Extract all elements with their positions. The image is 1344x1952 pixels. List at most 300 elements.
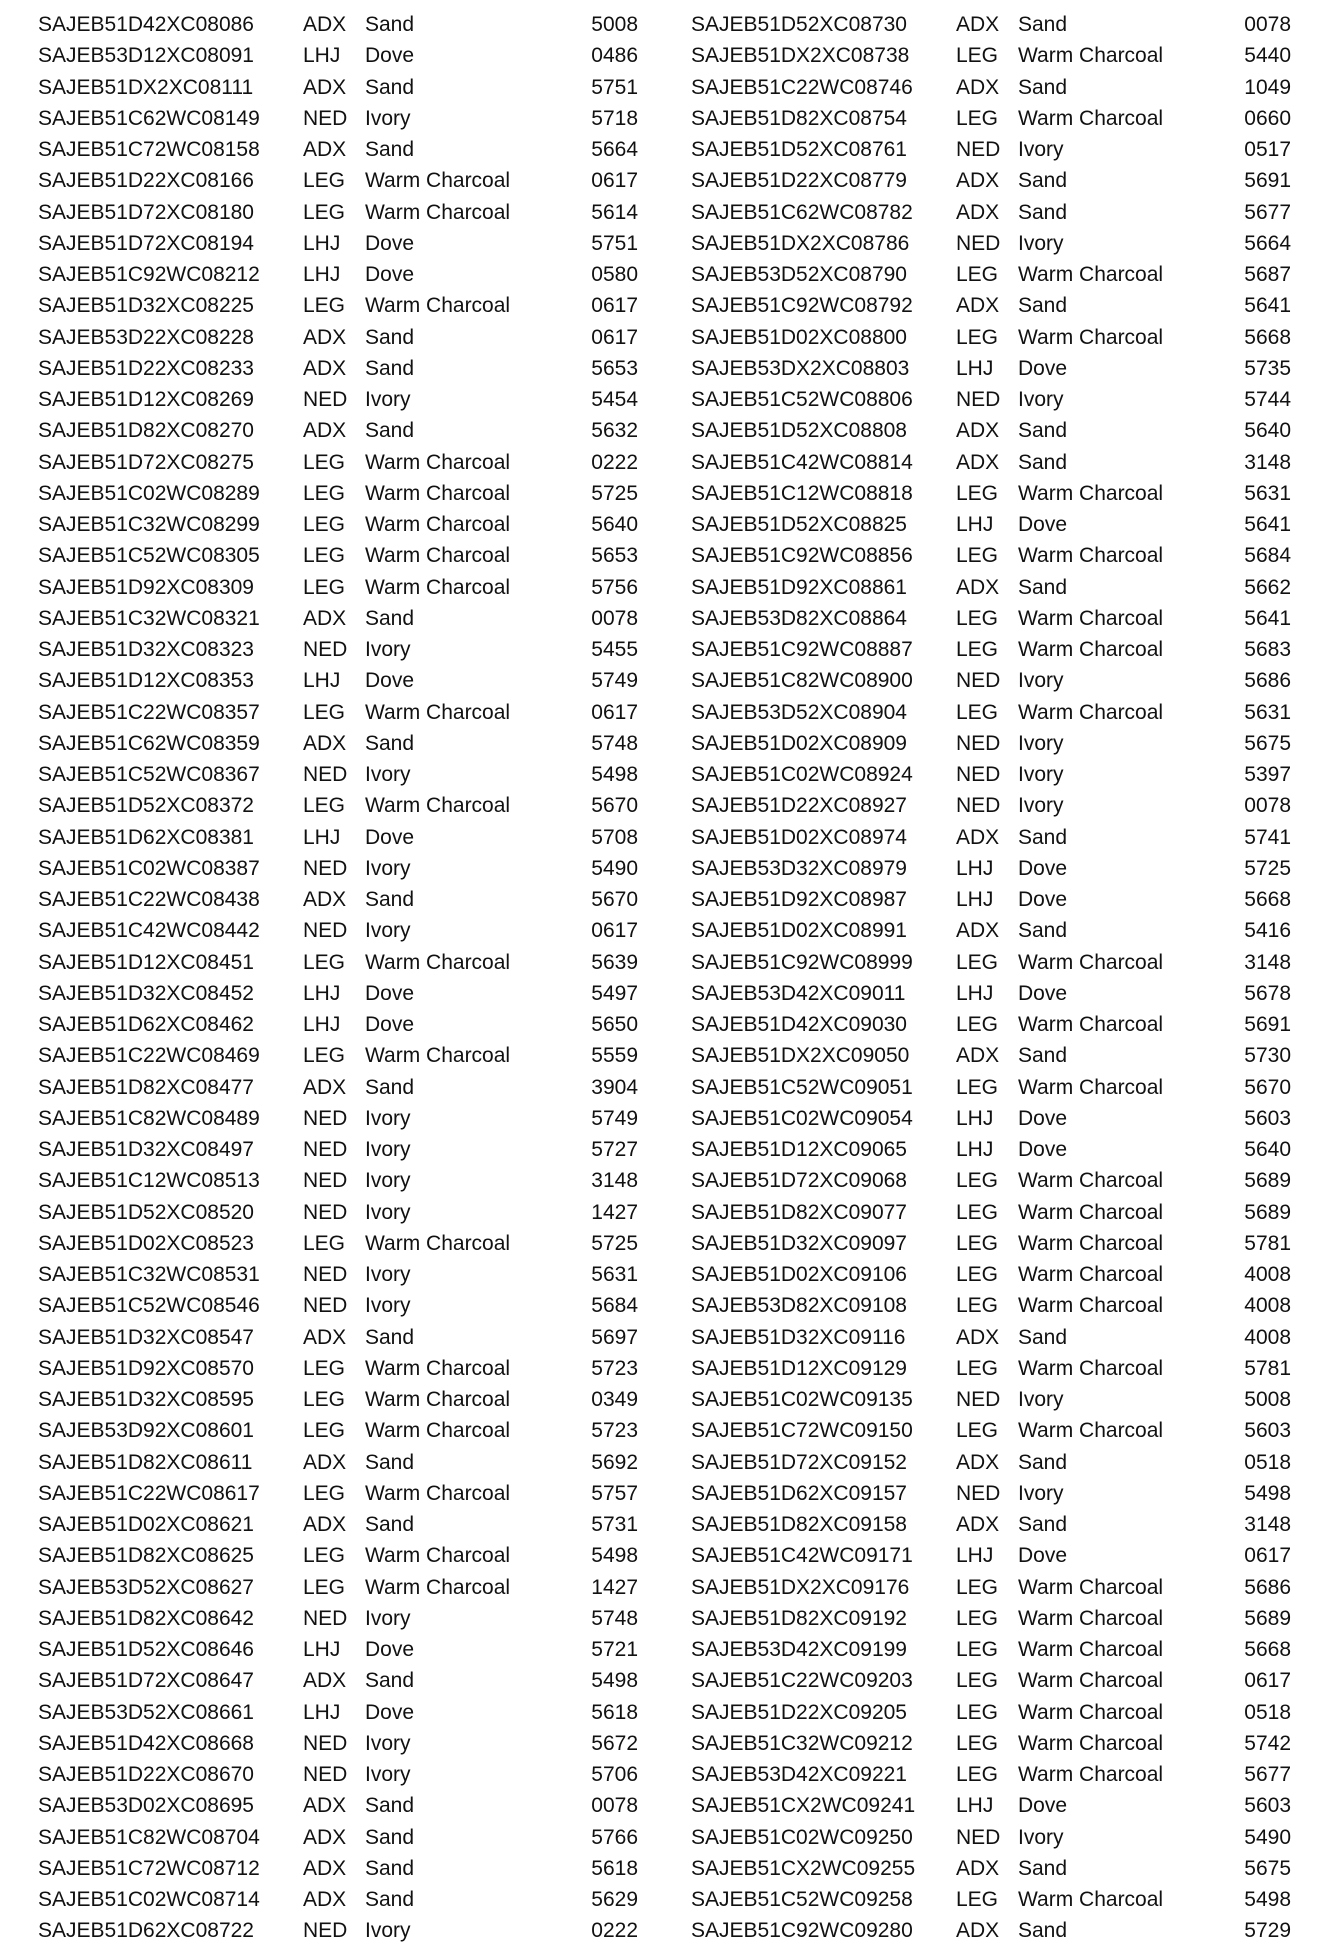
vin-cell: SAJEB51C62WC08782 <box>691 200 913 224</box>
number-cell: 5632 <box>591 419 638 443</box>
vin-cell: SAJEB51D72XC08275 <box>38 450 254 474</box>
table-row <box>691 822 1344 853</box>
number-cell: 5653 <box>591 356 638 380</box>
color-cell: Ivory <box>365 1169 411 1193</box>
vin-cell: SAJEB51D42XC08086 <box>38 13 254 36</box>
number-cell: 0222 <box>591 450 638 474</box>
number-cell: 5684 <box>591 1294 638 1318</box>
table-row <box>691 1665 1344 1696</box>
color-cell: Dove <box>365 981 415 1005</box>
color-cell: Sand <box>365 75 415 99</box>
vin-cell: SAJEB51D82XC09077 <box>691 1200 907 1224</box>
number-cell: 5675 <box>1244 731 1291 755</box>
color-cell: Dove <box>1018 1138 1068 1161</box>
vin-cell: SAJEB51C52WC08546 <box>38 1294 260 1318</box>
code-cell: ADX <box>303 1325 347 1349</box>
number-cell: 5725 <box>591 481 638 505</box>
vin-cell: SAJEB51C02WC08289 <box>38 481 260 505</box>
vin-cell: SAJEB51D62XC08381 <box>38 825 254 849</box>
vin-cell: SAJEB51C52WC08806 <box>691 388 913 411</box>
color-cell: Sand <box>365 1825 415 1849</box>
table-row <box>38 915 698 946</box>
vin-cell: SAJEB53D52XC08790 <box>691 263 907 286</box>
number-cell: 5721 <box>591 1638 638 1661</box>
code-cell: LEG <box>956 1169 999 1193</box>
vin-cell: SAJEB51D82XC08754 <box>691 106 907 130</box>
code-cell: LHJ <box>303 981 341 1005</box>
table-row <box>38 1915 698 1946</box>
number-cell: 5454 <box>591 388 638 411</box>
code-cell: ADX <box>303 1888 347 1911</box>
vin-cell: SAJEB51D72XC08180 <box>38 200 254 224</box>
vin-cell: SAJEB51D92XC08570 <box>38 1356 254 1380</box>
vin-cell: SAJEB51C32WC09212 <box>691 1731 913 1755</box>
code-cell: ADX <box>956 169 1000 193</box>
code-cell: LHJ <box>303 669 341 693</box>
table-row <box>38 1728 698 1759</box>
number-cell: 5631 <box>1244 700 1291 724</box>
number-cell: 5618 <box>591 1856 638 1880</box>
code-cell: LEG <box>303 544 346 568</box>
vin-cell: SAJEB51C22WC08469 <box>38 1044 260 1068</box>
vin-cell: SAJEB51D12XC09065 <box>691 1138 907 1161</box>
color-cell: Dove <box>365 263 415 286</box>
code-cell: LHJ <box>303 231 341 255</box>
color-cell: Sand <box>365 13 415 36</box>
vin-cell: SAJEB51D42XC09030 <box>691 1013 907 1036</box>
table-row <box>691 72 1344 103</box>
code-cell: NED <box>303 1106 348 1130</box>
vin-cell: SAJEB51D62XC09157 <box>691 1481 907 1505</box>
number-cell: 5603 <box>1244 1106 1291 1130</box>
table-row <box>691 1415 1344 1446</box>
table-row <box>38 1197 698 1228</box>
number-cell: 0580 <box>591 263 638 286</box>
vin-cell: SAJEB53D22XC08228 <box>38 325 254 349</box>
number-cell: 0518 <box>1244 1700 1291 1724</box>
code-cell: LHJ <box>956 356 994 380</box>
code-cell: NED <box>303 106 348 130</box>
vin-cell: SAJEB51D12XC09129 <box>691 1356 907 1380</box>
number-cell: 5603 <box>1244 1794 1291 1818</box>
code-cell: LEG <box>956 1231 999 1255</box>
color-cell: Sand <box>365 138 415 161</box>
number-cell: 3148 <box>591 1169 638 1193</box>
vin-cell: SAJEB51CX2WC09255 <box>691 1856 916 1880</box>
table-row <box>691 759 1344 790</box>
table-row <box>691 1103 1344 1134</box>
number-cell: 5618 <box>591 1700 638 1724</box>
number-cell: 5670 <box>591 794 638 818</box>
color-cell: Ivory <box>1018 1481 1064 1505</box>
vin-cell: SAJEB51C72WC08158 <box>38 138 260 161</box>
vin-cell: SAJEB51C82WC08704 <box>38 1825 260 1849</box>
code-cell: LEG <box>956 606 999 630</box>
table-row <box>691 322 1344 353</box>
table-row <box>691 1165 1344 1196</box>
code-cell: LEG <box>303 1356 346 1380</box>
table-row <box>38 884 698 915</box>
color-cell: Warm Charcoal <box>1018 950 1164 974</box>
table-row <box>691 947 1344 978</box>
vin-cell: SAJEB53D32XC08979 <box>691 856 907 880</box>
color-cell: Warm Charcoal <box>1018 1575 1164 1599</box>
vin-cell: SAJEB51C52WC09258 <box>691 1888 913 1911</box>
code-cell: LHJ <box>303 1013 341 1036</box>
vin-cell: SAJEB51D62XC08462 <box>38 1013 254 1036</box>
color-cell: Warm Charcoal <box>365 700 511 724</box>
color-cell: Ivory <box>1018 669 1064 693</box>
table-row <box>38 728 698 759</box>
vin-cell: SAJEB53D92XC08601 <box>38 1419 254 1443</box>
color-cell: Ivory <box>365 919 411 943</box>
vin-cell: SAJEB51C92WC09280 <box>691 1919 913 1943</box>
table-row <box>38 322 698 353</box>
vin-cell: SAJEB51D22XC08670 <box>38 1763 254 1786</box>
number-cell: 3904 <box>591 1075 638 1099</box>
color-cell: Warm Charcoal <box>365 1388 511 1411</box>
number-cell: 5631 <box>1244 481 1291 505</box>
number-cell: 5559 <box>591 1044 638 1068</box>
color-cell: Warm Charcoal <box>1018 638 1164 661</box>
number-cell: 5729 <box>1244 1919 1291 1943</box>
code-cell: ADX <box>956 1856 1000 1880</box>
code-cell: LEG <box>956 1606 999 1630</box>
table-row <box>691 134 1344 165</box>
number-cell: 5692 <box>591 1450 638 1474</box>
vin-cell: SAJEB51D72XC09152 <box>691 1450 907 1474</box>
code-cell: NED <box>303 1138 348 1161</box>
code-cell: LHJ <box>303 1638 341 1661</box>
color-cell: Warm Charcoal <box>1018 481 1164 505</box>
color-cell: Warm Charcoal <box>365 1044 511 1068</box>
color-cell: Warm Charcoal <box>1018 1419 1164 1443</box>
number-cell: 5742 <box>1244 1731 1291 1755</box>
vin-cell: SAJEB51C02WC08714 <box>38 1888 260 1911</box>
code-cell: LHJ <box>303 825 341 849</box>
number-cell: 5751 <box>591 231 638 255</box>
number-cell: 0617 <box>1244 1544 1291 1568</box>
code-cell: LEG <box>303 513 346 536</box>
color-cell: Dove <box>365 231 415 255</box>
number-cell: 5730 <box>1244 1044 1291 1068</box>
table-row <box>38 665 698 696</box>
number-cell: 5641 <box>1244 513 1291 536</box>
color-cell: Dove <box>1018 1794 1068 1818</box>
number-cell: 5706 <box>591 1763 638 1786</box>
vin-cell: SAJEB51D52XC08825 <box>691 513 907 536</box>
color-cell: Warm Charcoal <box>1018 106 1164 130</box>
code-cell: NED <box>303 638 348 661</box>
code-cell: LEG <box>303 1231 346 1255</box>
color-cell: Ivory <box>365 1731 411 1755</box>
table-row <box>691 1884 1344 1915</box>
color-cell: Sand <box>1018 1513 1068 1536</box>
code-cell: NED <box>303 1294 348 1318</box>
number-cell: 5008 <box>591 13 638 36</box>
vin-cell: SAJEB51C12WC08513 <box>38 1169 260 1193</box>
table-row <box>691 259 1344 290</box>
color-cell: Sand <box>365 1856 415 1880</box>
number-cell: 0518 <box>1244 1450 1291 1474</box>
number-cell: 5497 <box>591 981 638 1005</box>
color-cell: Ivory <box>1018 1388 1064 1411</box>
color-cell: Warm Charcoal <box>1018 1638 1164 1661</box>
code-cell: LEG <box>956 544 999 568</box>
code-cell: NED <box>956 138 1001 161</box>
table-row <box>38 603 698 634</box>
number-cell: 5498 <box>1244 1481 1291 1505</box>
number-cell: 5397 <box>1244 763 1291 786</box>
vin-cell: SAJEB51D52XC08520 <box>38 1200 254 1224</box>
vin-cell: SAJEB51D92XC08861 <box>691 575 907 599</box>
code-cell: ADX <box>956 200 1000 224</box>
vin-cell: SAJEB51D22XC08166 <box>38 169 254 193</box>
vin-cell: SAJEB51D32XC08225 <box>38 294 254 318</box>
code-cell: ADX <box>303 1856 347 1880</box>
table-row <box>691 1353 1344 1384</box>
number-cell: 3148 <box>1244 450 1291 474</box>
color-cell: Warm Charcoal <box>1018 1669 1164 1693</box>
code-cell: ADX <box>303 606 347 630</box>
code-cell: ADX <box>303 1513 347 1536</box>
vin-cell: SAJEB51C52WC09051 <box>691 1075 913 1099</box>
table-row <box>691 1134 1344 1165</box>
vin-cell: SAJEB51DX2XC08786 <box>691 231 910 255</box>
code-cell: LHJ <box>956 981 994 1005</box>
table-row <box>38 9 698 40</box>
color-cell: Sand <box>365 1325 415 1349</box>
table-row <box>38 1759 698 1790</box>
number-cell: 5686 <box>1244 1575 1291 1599</box>
table-row <box>691 290 1344 321</box>
table-row <box>691 540 1344 571</box>
number-cell: 0617 <box>591 169 638 193</box>
number-cell: 5629 <box>591 1888 638 1911</box>
table-row <box>38 1040 698 1071</box>
vin-cell: SAJEB51C02WC09054 <box>691 1106 913 1130</box>
table-row <box>691 1759 1344 1790</box>
code-cell: NED <box>956 731 1001 755</box>
code-cell: LEG <box>956 44 999 68</box>
table-row <box>691 103 1344 134</box>
color-cell: Sand <box>1018 200 1068 224</box>
number-cell: 5498 <box>591 1669 638 1693</box>
color-cell: Dove <box>1018 1106 1068 1130</box>
color-cell: Warm Charcoal <box>1018 700 1164 724</box>
code-cell: LEG <box>303 200 346 224</box>
vin-cell: SAJEB51C92WC08887 <box>691 638 913 661</box>
color-cell: Sand <box>365 1450 415 1474</box>
table-row <box>691 1072 1344 1103</box>
table-row <box>691 1915 1344 1946</box>
vin-cell: SAJEB51D82XC08642 <box>38 1606 254 1630</box>
code-cell: ADX <box>956 75 1000 99</box>
code-cell: ADX <box>956 1325 1000 1349</box>
code-cell: LHJ <box>956 513 994 536</box>
code-cell: LEG <box>956 1700 999 1724</box>
table-row <box>38 978 698 1009</box>
code-cell: LEG <box>303 450 346 474</box>
vin-cell: SAJEB51D42XC08668 <box>38 1731 254 1755</box>
code-cell: ADX <box>303 1825 347 1849</box>
table-row <box>38 1259 698 1290</box>
code-cell: LEG <box>956 1763 999 1786</box>
code-cell: NED <box>956 794 1001 818</box>
table-row <box>38 478 698 509</box>
left-column <box>38 9 698 1947</box>
code-cell: LEG <box>303 169 346 193</box>
number-cell: 0078 <box>591 606 638 630</box>
vin-cell: SAJEB51D12XC08451 <box>38 950 254 974</box>
color-cell: Sand <box>1018 419 1068 443</box>
color-cell: Warm Charcoal <box>1018 44 1164 68</box>
vin-cell: SAJEB51C42WC08442 <box>38 919 260 943</box>
color-cell: Ivory <box>1018 731 1064 755</box>
number-cell: 5781 <box>1244 1231 1291 1255</box>
vin-cell: SAJEB51DX2XC08738 <box>691 44 910 68</box>
number-cell: 5490 <box>1244 1825 1291 1849</box>
color-cell: Dove <box>1018 356 1068 380</box>
table-row <box>38 1165 698 1196</box>
table-row <box>38 1103 698 1134</box>
vin-cell: SAJEB51C12WC08818 <box>691 481 913 505</box>
table-row <box>691 509 1344 540</box>
color-cell: Warm Charcoal <box>1018 1294 1164 1318</box>
vin-cell: SAJEB51C02WC09250 <box>691 1825 913 1849</box>
color-cell: Dove <box>365 1013 415 1036</box>
number-cell: 5614 <box>591 200 638 224</box>
number-cell: 5670 <box>1244 1075 1291 1099</box>
vin-cell: SAJEB51D82XC09192 <box>691 1606 907 1630</box>
number-cell: 5766 <box>591 1825 638 1849</box>
vin-cell: SAJEB53D82XC09108 <box>691 1294 907 1318</box>
color-cell: Warm Charcoal <box>1018 1731 1164 1755</box>
table-row <box>691 1228 1344 1259</box>
code-cell: ADX <box>303 75 347 99</box>
vin-cell: SAJEB51D52XC08808 <box>691 419 907 443</box>
number-cell: 5008 <box>1244 1388 1291 1411</box>
code-cell: LEG <box>956 1294 999 1318</box>
table-row <box>38 1540 698 1571</box>
code-cell: NED <box>303 1263 348 1286</box>
color-cell: Warm Charcoal <box>365 544 511 568</box>
table-row <box>38 103 698 134</box>
color-cell: Dove <box>1018 513 1068 536</box>
number-cell: 0486 <box>591 44 638 68</box>
color-cell: Warm Charcoal <box>365 950 511 974</box>
number-cell: 5677 <box>1244 200 1291 224</box>
number-cell: 5672 <box>591 1731 638 1755</box>
vin-cell: SAJEB53DX2XC08803 <box>691 356 910 380</box>
code-cell: LEG <box>303 1388 346 1411</box>
color-cell: Sand <box>1018 294 1068 318</box>
vin-cell: SAJEB51D02XC09106 <box>691 1263 907 1286</box>
code-cell: ADX <box>956 1450 1000 1474</box>
number-cell: 3148 <box>1244 950 1291 974</box>
vin-cell: SAJEB53D02XC08695 <box>38 1794 254 1818</box>
number-cell: 5718 <box>591 106 638 130</box>
vin-cell: SAJEB51D52XC08730 <box>691 13 907 36</box>
vin-cell: SAJEB51D02XC08909 <box>691 731 907 755</box>
code-cell: LEG <box>303 575 346 599</box>
code-cell: LEG <box>303 1481 346 1505</box>
code-cell: NED <box>956 1481 1001 1505</box>
number-cell: 4008 <box>1244 1325 1291 1349</box>
table-row <box>691 40 1344 71</box>
color-cell: Dove <box>365 1638 415 1661</box>
table-row <box>38 72 698 103</box>
vin-cell: SAJEB51C72WC08712 <box>38 1856 260 1880</box>
number-cell: 5668 <box>1244 888 1291 911</box>
color-cell: Warm Charcoal <box>365 481 511 505</box>
code-cell: ADX <box>303 731 347 755</box>
vin-cell: SAJEB51D22XC09205 <box>691 1700 907 1724</box>
color-cell: Ivory <box>365 1106 411 1130</box>
number-cell: 5697 <box>591 1325 638 1349</box>
table-row <box>691 634 1344 665</box>
vin-cell: SAJEB51D72XC08194 <box>38 231 254 255</box>
color-cell: Warm Charcoal <box>365 200 511 224</box>
table-row <box>38 1134 698 1165</box>
code-cell: NED <box>956 388 1001 411</box>
color-cell: Sand <box>1018 919 1068 943</box>
table-row <box>38 228 698 259</box>
vin-cell: SAJEB51D82XC09158 <box>691 1513 907 1536</box>
color-cell: Ivory <box>365 1138 411 1161</box>
table-row <box>691 1259 1344 1290</box>
table-row <box>691 728 1344 759</box>
vin-cell: SAJEB51D32XC08595 <box>38 1388 254 1411</box>
color-cell: Sand <box>365 606 415 630</box>
vin-cell: SAJEB51C22WC09203 <box>691 1669 913 1693</box>
code-cell: NED <box>956 1825 1001 1849</box>
number-cell: 5748 <box>591 731 638 755</box>
color-cell: Sand <box>365 1669 415 1693</box>
table-row <box>38 1228 698 1259</box>
color-cell: Dove <box>1018 981 1068 1005</box>
code-cell: NED <box>956 763 1001 786</box>
vin-cell: SAJEB51D02XC08974 <box>691 825 907 849</box>
code-cell: NED <box>303 1763 348 1786</box>
color-cell: Ivory <box>365 388 411 411</box>
table-row <box>691 1509 1344 1540</box>
vin-cell: SAJEB53D52XC08904 <box>691 700 907 724</box>
code-cell: ADX <box>956 1044 1000 1068</box>
color-cell: Ivory <box>1018 794 1064 818</box>
color-cell: Warm Charcoal <box>1018 263 1164 286</box>
vin-cell: SAJEB51D02XC08523 <box>38 1231 254 1255</box>
code-cell: NED <box>303 1919 348 1943</box>
number-cell: 0660 <box>1244 106 1291 130</box>
number-cell: 5498 <box>591 763 638 786</box>
color-cell: Sand <box>365 356 415 380</box>
color-cell: Sand <box>365 1888 415 1911</box>
color-cell: Warm Charcoal <box>1018 1888 1164 1911</box>
table-row <box>38 853 698 884</box>
code-cell: LEG <box>303 950 346 974</box>
table-row <box>38 134 698 165</box>
code-cell: LHJ <box>303 1700 341 1724</box>
color-cell: Ivory <box>1018 388 1064 411</box>
number-cell: 5683 <box>1244 638 1291 661</box>
vin-cell: SAJEB51C22WC08617 <box>38 1481 260 1505</box>
color-cell: Warm Charcoal <box>365 1356 511 1380</box>
number-cell: 5416 <box>1244 919 1291 943</box>
number-cell: 5662 <box>1244 575 1291 599</box>
color-cell: Sand <box>1018 575 1068 599</box>
vin-cell: SAJEB53D42XC09011 <box>691 981 906 1005</box>
